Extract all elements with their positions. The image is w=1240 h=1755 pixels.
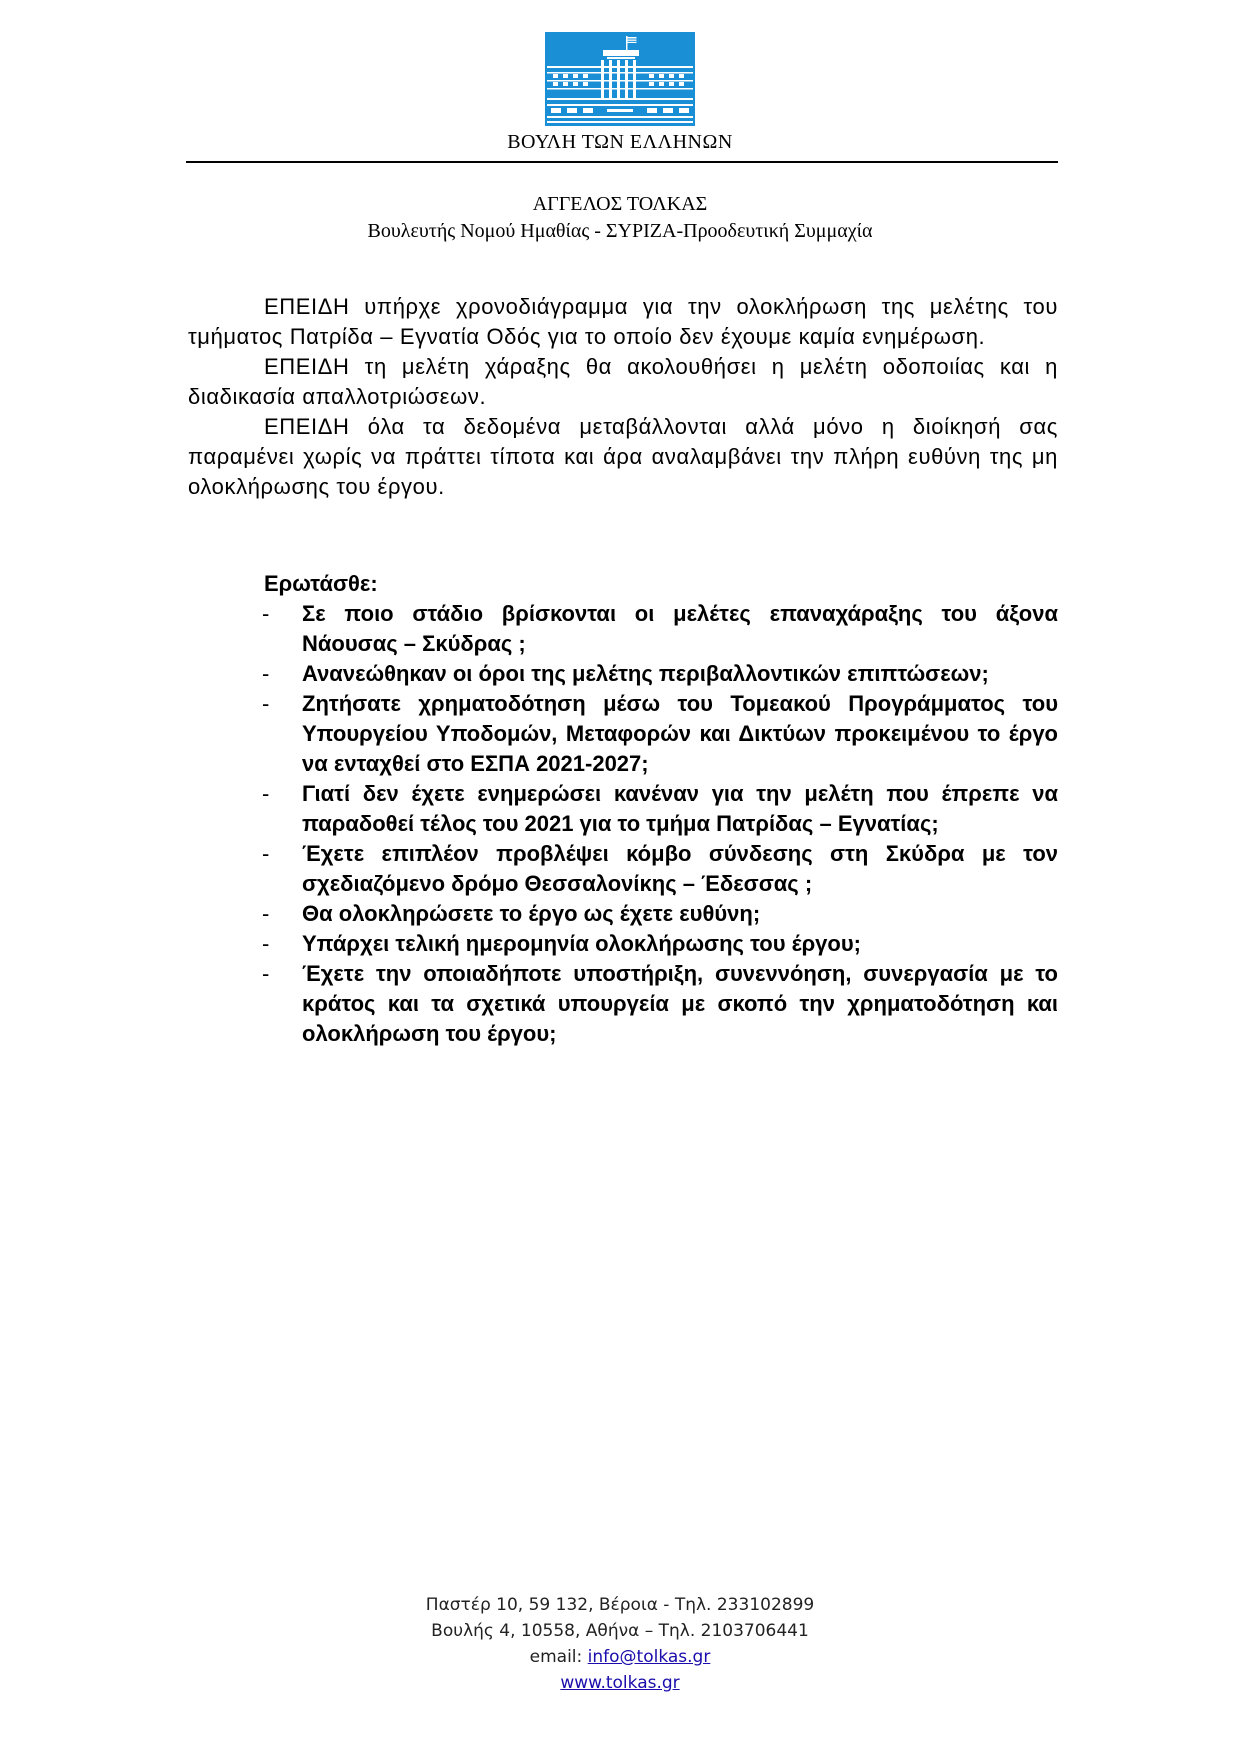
question-text: Ανανεώθηκαν οι όροι της μελέτης περιβαλλοντικών επιπτώσεων; (302, 661, 989, 686)
question-text: Έχετε επιπλέον προβλέψει κόμβο σύνδεσης στη Σκύδρα με τον σχεδιαζόμενο δρόμο Θεσσαλονίκης – Έδεσσας ; (302, 841, 1058, 896)
paragraph: ΕΠΕΙΔΗ όλα τα δεδομένα μεταβάλλονται αλλά μόνο η διοίκησή σας παραμένει χωρίς να πράττει τίποτα και άρα αναλαμβάνει την πλήρη ευθύνη της μη ολοκλήρωσης του έργου. (188, 414, 1058, 499)
questions-title: Ερωτάσθε: (264, 571, 378, 596)
question-item (262, 899, 1058, 929)
bullet-dash: - (262, 901, 270, 926)
footer-contact (0, 1592, 1240, 1696)
bullet-dash: - (262, 781, 270, 806)
bullet-dash: - (262, 931, 270, 956)
question-item (262, 929, 1058, 959)
question-text: Γιατί δεν έχετε ενημερώσει κανέναν για την μελέτη που έπρεπε να παραδοθεί τέλος του 2021 για το τμήμα Πατρίδας – Εγνατίας; (302, 781, 1058, 836)
footer-email-line (0, 1644, 1240, 1670)
organization-name: ΒΟΥΛΗ ΤΩΝ ΕΛΛΗΝΩΝ (507, 131, 733, 153)
author-name: ΑΓΓΕΛΟΣ ΤΟΛΚΑΣ (532, 193, 708, 215)
bullet-dash: - (262, 841, 270, 866)
footer-address-veria: Παστέρ 10, 59 132, Βέροια - Τηλ. 233102899 (425, 1595, 815, 1615)
bullet-dash: - (262, 601, 270, 626)
bullet-dash: - (262, 961, 270, 986)
question-item (262, 689, 1058, 779)
question-text: Ζητήσατε χρηματοδότηση μέσω του Τομεακού Προγράμματος του Υπουργείου Υποδομών, Μεταφορών και Δικτύων προκειμένου το έργο να ενταχθεί στο ΕΣΠΑ 2021-2027; (302, 691, 1058, 776)
footer-address-athens: Βουλής 4, 10558, Αθήνα – Τηλ. 2103706441 (431, 1621, 809, 1641)
email-link[interactable]: info@tolkas.gr (587, 1647, 711, 1667)
paragraph: ΕΠΕΙΔΗ τη μελέτη χάραξης θα ακολουθήσει η μελέτη οδοποιίας και η διαδικασία απαλλοτριώσεων. (188, 354, 1058, 409)
question-item (262, 599, 1058, 659)
author-role: Βουλευτής Νομού Ημαθίας - ΣΥΡΙΖΑ-Προοδευτική Συμμαχία (367, 220, 873, 242)
paragraph: ΕΠΕΙΔΗ υπήρχε χρονοδιάγραμμα για την ολοκλήρωση της μελέτης του τμήματος Πατρίδα – Εγνατία Οδός για το οποίο δεν έχουμε καμία ενημέρωση. (188, 294, 1058, 349)
question-item (262, 839, 1058, 899)
question-text: Έχετε την οποιαδήποτε υποστήριξη, συνεννόηση, συνεργασία με το κράτος και τα σχετικά υπουργεία με σκοπό την χρηματοδότηση και ολοκλήρωση του έργου; (302, 961, 1058, 1046)
bullet-dash: - (262, 661, 270, 686)
question-text: Θα ολοκληρώσετε το έργο ως έχετε ευθύνη; (302, 901, 761, 926)
email-label: email: (529, 1647, 588, 1667)
footer-website-line (0, 1670, 1240, 1696)
bullet-dash: - (262, 691, 270, 716)
question-text: Υπάρχει τελική ημερομηνία ολοκλήρωσης του έργου; (302, 931, 861, 956)
questions-list (262, 599, 1058, 1049)
document-body (188, 292, 1058, 502)
hellenic-parliament-logo-icon (545, 32, 695, 126)
question-text: Σε ποιο στάδιο βρίσκονται οι μελέτες επαναχάραξης του άξονα Νάουσας – Σκύδρας ; (302, 601, 1058, 656)
question-item (262, 959, 1058, 1049)
question-item (262, 779, 1058, 839)
website-link[interactable]: www.tolkas.gr (560, 1673, 680, 1693)
question-item (262, 659, 1058, 689)
header-divider (186, 161, 1058, 163)
